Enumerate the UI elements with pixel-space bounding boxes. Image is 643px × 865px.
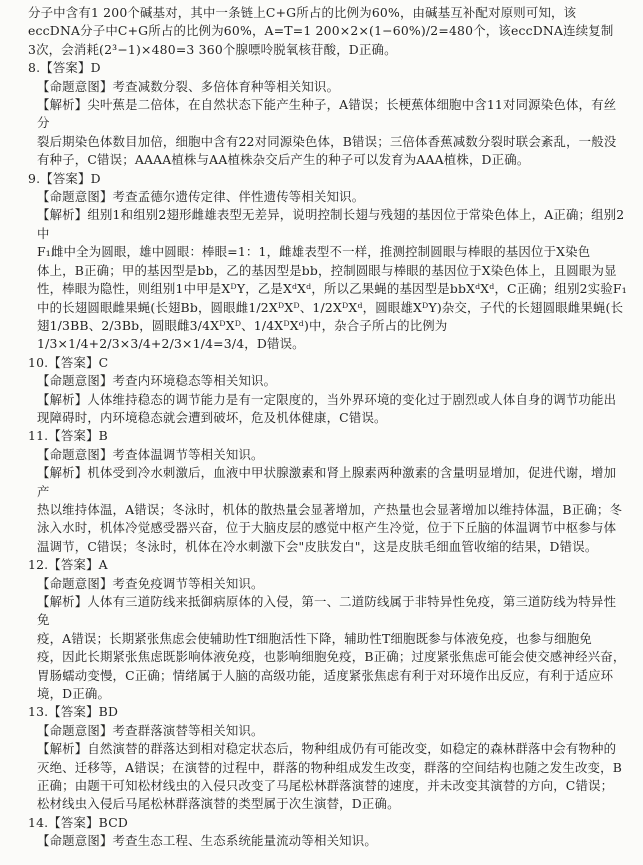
- text-line: 【解析】人体有三道防线来抵御病原体的入侵，第一、二道防线属于非特异性免疫，第三道防线为特异性免: [37, 594, 617, 628]
- text-line: 温调节，C错误；冬泳时，机体在冷水刺激下会"皮肤发白"，这是皮肤毛细血管收缩的结果，D错误。: [37, 538, 598, 554]
- text-line: 松材线虫入侵后马尾松林群落演替的类型属于次生演替，D正确。: [37, 796, 400, 812]
- text-line: 【命题意图】考查内环境稳态等相关知识。: [37, 373, 277, 389]
- text-line: 境，D正确。: [37, 686, 111, 702]
- text-line: 正确；由题干可知松材线虫的入侵只改变了马尾松林群落演替的速度，并未改变其演替的方向，C错误；: [37, 778, 614, 794]
- text-line: 疫，因此长期紧张焦虑既影响体液免疫，也影响细胞免疫，B正确；过度紧张焦虑可能会使交感神经兴奋，: [37, 649, 626, 665]
- text-line: 【命题意图】考查免疫调节等相关知识。: [37, 575, 264, 591]
- text-line: 【命题意图】考查减数分裂、多倍体育种等相关知识。: [37, 78, 340, 94]
- text-line: 分子中含有1 200个碱基对，其中一条链上C+G所占的比例为60%，由碱基互补配对原则可知，该: [28, 5, 577, 20]
- text-line: 【命题意图】考查生态工程、生态系统能量流动等相关知识。: [37, 833, 377, 849]
- text-line: 泳入水时，机体冷觉感受器兴奋，位于大脑皮层的感觉中枢产生冷觉，位于下丘脑的体温调节中枢参与体: [37, 520, 617, 536]
- text-line: 8.【答案】D: [28, 60, 101, 76]
- text-line: 中的长翅圆眼雌果蝇(长翅Bb，圆眼雌1/2XᴰXᴰ、1/2XᴰXᵈ，圆眼雄XᴰY)杂交，子代的长翅圆眼雌果蝇(长: [37, 299, 624, 315]
- text-line: 14.【答案】BCD: [28, 814, 129, 830]
- answer-explanation-text: [28, 4, 628, 851]
- text-line: 【解析】自然演替的群落达到相对稳定状态后，物种组成仍有可能改变，如稳定的森林群落中会有物种的: [37, 741, 617, 757]
- text-line: 体上，B正确；甲的基因型是bb，乙的基因型是bb，控制圆眼与棒眼的基因位于X染色体上，且圆眼为显: [37, 262, 617, 278]
- text-line: 【解析】组别1和组别2翅形雌雄表型无差异，说明控制长翅与残翅的基因位于常染色体上，A正确；组别2中: [37, 207, 625, 241]
- text-line: 13.【答案】BD: [28, 704, 119, 720]
- text-line: 翅1/3BB、2/3Bb，圆眼雌3/4XᴰXᴰ、1/4XᴰXᵈ)中，杂合子所占的比例为1/3×1/4+2/3×3/4+2/3×1/4=3/4，D错误。: [37, 317, 448, 352]
- text-line: 10.【答案】C: [28, 354, 109, 370]
- text-line: 【解析】尖叶蕉是二倍体，在自然状态下能产生种子，A错误；长梗蕉体细胞中含11对同源染色体，有丝分: [37, 97, 617, 131]
- text-line: 现障碍时，内环境稳态就会遭到破坏，危及机体健康，C错误。: [37, 409, 387, 425]
- text-line: 3次，会消耗(2³−1)×480=3 360个腺嘌呤脱氧核苷酸，D正确。: [28, 41, 397, 57]
- text-line: 【命题意图】考查群落演替等相关知识。: [37, 722, 264, 738]
- text-line: 【解析】人体维持稳态的调节能力是有一定限度的，当外界环境的变化过于剧烈或人体自身的调节功能出: [37, 391, 617, 407]
- text-line: 【解析】机体受到冷水刺激后，血液中甲状腺激素和肾上腺素两种激素的含量明显增加，促进代谢，增加产: [37, 465, 617, 499]
- text-line: 裂后期染色体数目加倍，细胞中含有22对同源染色体，B错误；三倍体香蕉减数分裂时联会紊乱，一般没: [37, 133, 617, 149]
- text-line: 性，棒眼为隐性，则组别1中甲是XᴰY，乙是XᵈXᵈ，所以乙果蝇的基因型是bbXᵈXᵈ，C正确；组别2实验F₁: [37, 281, 627, 297]
- text-line: 【命题意图】考查体温调节等相关知识。: [37, 446, 264, 462]
- text-line: eccDNA分子中C+G所占的比例为60%，A=T=1 200×2×(1−60%)/2=480个，该eccDNA连续复制: [28, 23, 614, 39]
- text-line: F₁雌中全为圆眼，雄中圆眼：棒眼=1：1，雌雄表型不一样，推测控制圆眼与棒眼的基因位于X染色: [37, 244, 591, 260]
- text-line: 12.【答案】A: [28, 557, 108, 573]
- text-line: 疫，A错误；长期紧张焦虑会使辅助性T细胞活性下降，辅助性T细胞既参与体液免疫，也参与细胞免: [37, 630, 592, 646]
- text-line: 灭绝、迁移等，A错误；在演替的过程中，群落的物种组成发生改变，群落的空间结构也随之发生改变，B: [37, 759, 623, 775]
- text-line: 11.【答案】B: [28, 428, 108, 444]
- text-line: 9.【答案】D: [28, 170, 101, 186]
- text-line: 有种子，C错误；AAAA植株与AA植株杂交后产生的种子可以发育为AAA植株，D正确。: [37, 152, 530, 168]
- text-line: 【命题意图】考查孟德尔遗传定律、伴性遗传等相关知识。: [37, 189, 365, 205]
- text-line: 热以维持体温，A错误；冬泳时，机体的散热量会显著增加，产热量也会显著增加以维持体温，B正确；冬: [37, 501, 623, 517]
- text-line: 胃肠蠕动变慢，C正确；情绪属于人脑的高级功能，适度紧张焦虑有利于对环境作出反应，有利于适应环: [37, 667, 614, 683]
